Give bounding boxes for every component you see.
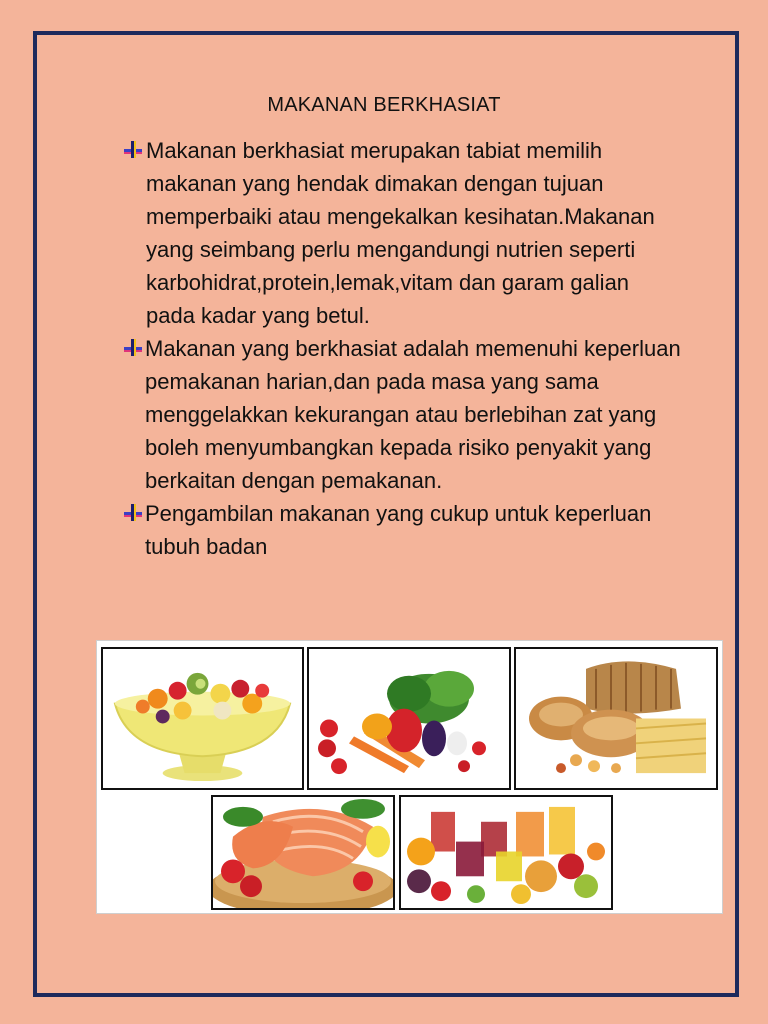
vegetables-photo [307,647,511,790]
bullet-item-3 [122,497,682,563]
fruit-salad-bowl-photo [101,647,304,790]
bullet-list [122,134,682,563]
food-image-collage [96,640,723,914]
bullet-text-1: Makanan berkhasiat merupakan tabiat memilih makanan yang hendak dimakan dengan tujuan memperbaiki atau mengekalkan kesihatan.Makanan yang seimbang perlu mengandungi nutrien seperti karbohidrat,protein,lemak,vitam dan garam galian pada kadar yang betul. [146,138,655,328]
cross-bullet-icon [122,139,144,159]
bullet-text-2: Makanan yang berkhasiat adalah memenuhi keperluan pemakanan harian,dan pada masa yang sama menggelakkan kekurangan atau berlebihan zat yang boleh menyumbangkan kepada risiko penyakit yang berkaitan dengan pemakanan. [145,336,681,493]
page-title [0,94,768,117]
bread-pasta-photo [514,647,718,790]
page-title-text: MAKANAN BERKHASIAT [267,94,501,116]
bullet-text-3: Pengambilan makanan yang cukup untuk keperluan tubuh badan [145,501,652,559]
cross-bullet-icon [122,337,144,357]
juices-fruits-photo [399,795,613,910]
cross-bullet-icon [122,502,144,522]
salmon-steak-photo [211,795,395,910]
bullet-item-1 [122,134,682,332]
bullet-item-2 [122,332,682,497]
